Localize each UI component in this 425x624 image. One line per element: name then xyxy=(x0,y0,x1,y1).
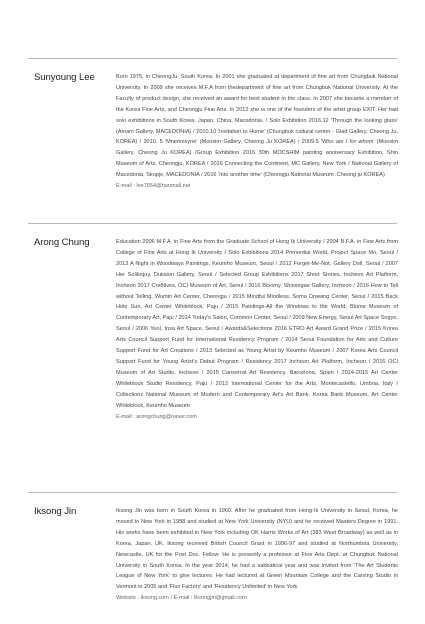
divider-middle xyxy=(28,223,397,224)
artist-bio xyxy=(116,237,398,422)
artist-contact: E-mail : arongchung@naver.com xyxy=(116,413,197,420)
artist-bio-text: Iksong Jin was born in South Korea in 1960. After he graduated from Hong-Ik University in Seoul, Korea, he moved to New York in 1988 and studied at New York University (NYU) and he received Masters Degree in 1991. His works have been exhibited in New York including OK Harris Works of Art (383 West Broadway) as well as in Korea, Japan, UK. Iksong received British Council Grant in 1996-97 and studied at Northumbria University, Newcastle, UK for the Post Doc. Fellow. He is presently a professor at Fine Arts Dept. at Chungbuk National University in South Korea. In the year 2014, he had a sabbatical year and was invited from 'The Art Students League of New York' to give lectures. He had lectured at Green Mountain College and the Carving Studio in Vermont in 2005 and 'Flux Factory' and 'Residency Unlimited' in New York. xyxy=(116,508,398,591)
artist-bio xyxy=(116,72,398,192)
divider-lower xyxy=(28,492,397,493)
artist-name: Arong Chung xyxy=(34,237,90,248)
artist-name: Sunyoung Lee xyxy=(34,72,95,83)
artist-bio-text: Born 1975, in CheongJu, South Korea. In 2001 she graduated at department of fine art from Chungbuk National University. In 2009 she receives M.F.A from thedepartment of fine art from Chungbuk National University. At the Faculty of product design, she received an award for best student in the class. In 2007 she became a member of the Korea Fine Arts, and Cheongju Fine Arts. In 2012 she is one of the founders of the artist group EXIT. Her had solo exhibitions in South Korea, Japan, China, Macedonia. / Solo Exhibition 2016.12 'Through the looking glass' (Amam Gallery, MACEDONIA) / 2010.10 'Invitation to Home' (Chungbuk cultural center - Glad Gallery, Cheong Ju, KOREA) / 2010. 5 'Mnemosyne' (Moosim Gallery, Cheong Ju KOREA) / 2009.5 'Who am I for whom' (Moosim Gallery, Cheong Ju KOREA) /Group Exhibition 2016 30th MOCSHIM painting anniversary Exhibition, Shin Museum of Arts, Cheongju, KOREA / 2016 Connecting the Continent, MC Gallery, New York / National Gallery of Macedonia, Skopje, MACEDONIA / 2016 'Into another time' (Cheongju National Museum .Cheong ju KOREA) xyxy=(116,74,398,179)
artist-bio xyxy=(116,506,398,604)
artist-contact: E-mail : lee7554@hanmail.net xyxy=(116,183,191,190)
artist-bio-text: Education 2006 M.F.A. in Fine Arts from the Graduate School of Hong Ik University / 2004 B.F.A. in Fine Arts from College of Fine Arts at Hong Ik University / Solo Exhibitions 2014 Primordial World, Project Space Mo, Seoul / 2013 A Night in Woodways Paintings, Keumho Museum, Seoul / 2012 Forget-Me-Not, Gallery Doll, Seoul / 2007 Her Soliloquy, Dukwon Gallery, Seoul / Selected Group Exhibitions 2017 Short Stories, Incheon Art Platform, Incheon 2017 Cre8tives, OCI Museum of Art, Seoul / 2016 Bloomy, Shinsegae Gallery, Incheon / 2016 How to Tell without Telling, Wumin Art Center, Cheongju / 2015 Mindful Mindless, Soma Drawing Center, Seoul / 2015 Back Hole Sun, Art Center Whiteblock, Paju / 2015 Paintings-All the Windows to the World, Blume Museum of Contemporary Art, Paju / 2014 Today's Salon, Common Center, Seoul / 2009 New Energy, Seoul Art Space Sogyo, Seoul / 2006 Yeol, Insa Art Space, Seoul / Awards&Selections 2016 ETRO Art Award Grand Prize / 2015 Korea Arts Council Support Fund for International Residency Program / 2014 Seoul Foundation for Arts and Culture Support Fund for Art Creations / 2013 Selected as Young Artist by Keumho Museum / 2007 Korea Arts Council Support Fund for Young Artist's Debut Program / Residency 2017 Incheon Art Platform, Incheon / 2016 OCI Museum of Art Studio, Incheon / 2015 Canserrat Art Residency, Barcelona, Spain / 2014-2015 Art Center Whiteblock Studio Residency, Paju / 2013 International Center for the Arts, Montecastello, Umbria, Italy / Collections National Museum of Modern and Contemporary Art's Art Bank, Korea Bank Museum, Art Center Whiteblock, Keumho Museum xyxy=(116,239,398,409)
divider-top xyxy=(28,58,397,59)
artist-contact: Website : Iksong.com / E-mail : Iksongjin@gmail.com xyxy=(116,595,247,602)
artist-name: Iksong Jin xyxy=(34,506,77,517)
